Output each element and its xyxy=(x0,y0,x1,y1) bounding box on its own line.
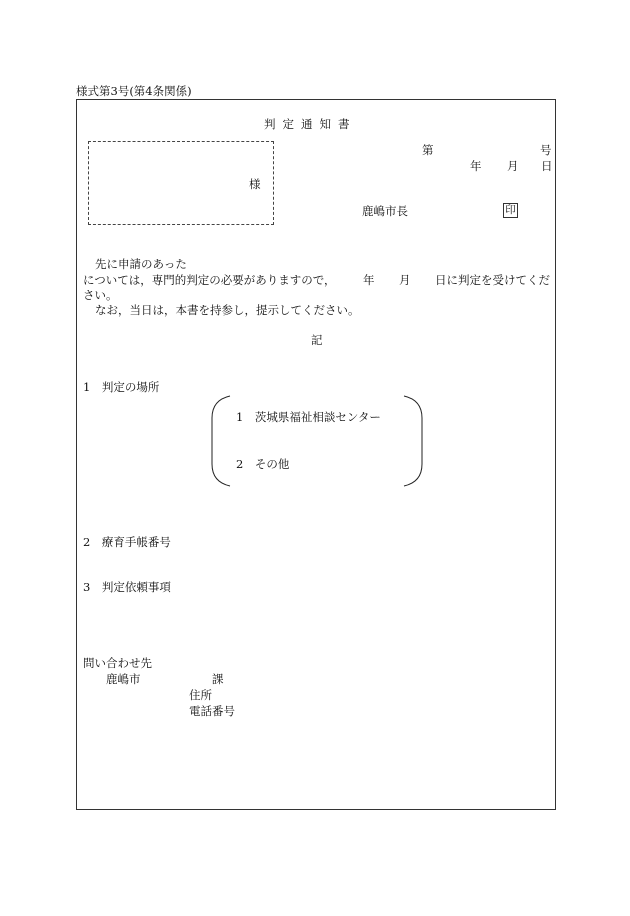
contact-phone-label: 電話番号 xyxy=(189,704,235,718)
contact-address-label: 住所 xyxy=(189,688,212,702)
document-title: 判定通知書 xyxy=(264,117,357,131)
ki-heading: 記 xyxy=(311,333,323,347)
contact-section: 課 xyxy=(212,672,224,686)
date-year: 年 xyxy=(470,159,482,173)
body-line-4: なお，当日は，本書を持参し，提示してください。 xyxy=(95,303,360,317)
addressee-suffix: 様 xyxy=(249,177,261,191)
body-line-3: さい。 xyxy=(83,288,118,302)
contact-heading: 問い合わせ先 xyxy=(83,656,152,670)
date-month: 月 xyxy=(507,159,519,173)
item-1-option-2: 2 その他 xyxy=(236,457,290,471)
item-1-option-1: 1 茨城県福祉相談センター xyxy=(236,410,381,424)
number-prefix: 第 xyxy=(422,143,434,157)
body-line-2-month: 月 xyxy=(399,273,411,287)
item-3-label: 3 判定依頼事項 xyxy=(83,580,171,594)
seal-mark: 印 xyxy=(503,203,518,218)
body-line-2-year: 年 xyxy=(363,273,375,287)
form-number: 様式第3号(第4条関係) xyxy=(76,84,192,98)
body-line-2-tail: 日に判定を受けてくだ xyxy=(435,273,550,287)
number-suffix: 号 xyxy=(540,143,552,157)
date-day: 日 xyxy=(541,159,553,173)
addressee-box xyxy=(88,141,274,225)
body-line-2: については，専門的判定の必要がありますので， xyxy=(83,273,336,287)
contact-city: 鹿嶋市 xyxy=(106,672,141,686)
issuer-name: 鹿嶋市長 xyxy=(362,204,408,218)
body-line-1: 先に申請のあった xyxy=(95,257,187,271)
item-1-label: 1 判定の場所 xyxy=(83,380,160,394)
item-2-label: 2 療育手帳番号 xyxy=(83,535,171,549)
